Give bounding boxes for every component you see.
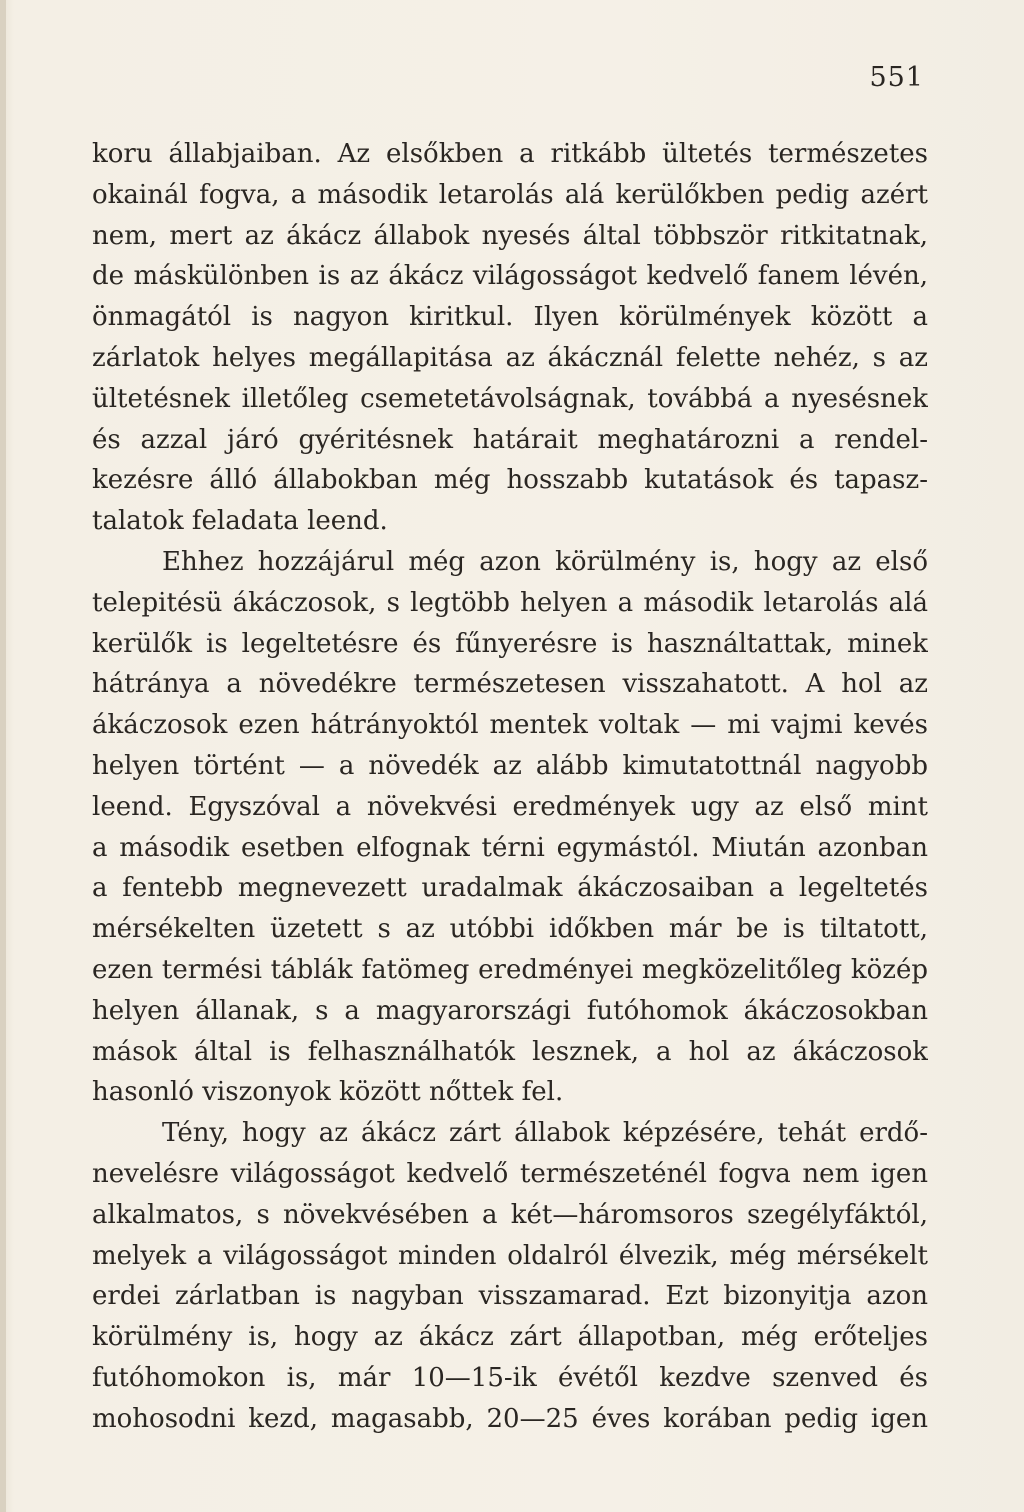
text-line: önmagától is nagyon kiritkul. Ilyen körülmények között a — [92, 302, 928, 333]
text-line: ültetésnek illetőleg csemetetávolságnak, továbbá a nyesésnek — [92, 383, 928, 414]
text-line: alkalmatos, s növekvésében a két—háromsoros szegélyfáktól, — [92, 1199, 928, 1230]
text-line: kezésre álló állabokban még hosszabb kutatások és tapasz- — [92, 465, 928, 496]
text-line: nevelésre világosságot kedvelő természeténél fogva nem igen — [92, 1158, 928, 1189]
text-line: a fentebb megnevezett uradalmak ákáczosaiban a legeltetés — [92, 873, 928, 904]
page-number: 551 — [869, 62, 924, 93]
text-line: erdei zárlatban is nagyban visszamarad. Ezt bizonyitja azon — [92, 1281, 928, 1312]
text-line: és azzal járó gyéritésnek határait meghatározni a rendel- — [92, 424, 928, 455]
text-line: futóhomokon is, már 10—15-ik évétől kezdve szenved és — [92, 1362, 928, 1393]
text-line: ezen termési táblák fatömeg eredményei megközelitőleg közép — [92, 954, 928, 985]
text-line: ákáczosok ezen hátrányoktól mentek voltak — mi vajmi kevés — [92, 710, 928, 741]
text-line: helyen állanak, s a magyarországi futóhomok ákáczosokban — [92, 995, 928, 1026]
text-line: zárlatok helyes megállapitása az ákácznál felette nehéz, s az — [92, 342, 928, 373]
text-line: hasonló viszonyok között nőttek fel. — [92, 1077, 564, 1108]
text-line: talatok feladata leend. — [92, 506, 388, 537]
text-line: Ehhez hozzájárul még azon körülmény is, hogy az első — [162, 546, 928, 577]
text-line: a második esetben elfognak térni egymástól. Miután azonban — [92, 832, 928, 863]
text-line: okainál fogva, a második letarolás alá kerülőkben pedig azért — [92, 179, 928, 210]
text-line: hátránya a növedékre természetesen visszahatott. A hol az — [92, 669, 928, 700]
text-line: nem, mert az ákácz állabok nyesés által többször ritkitatnak, — [92, 220, 928, 251]
text-line: mások által is felhasználhatók lesznek, a hol az ákáczosok — [92, 1036, 928, 1067]
text-line: Tény, hogy az ákácz zárt állabok képzésére, tehát erdő- — [162, 1118, 928, 1149]
text-line: kerülők is legeltetésre és fűnyerésre is használtattak, minek — [92, 628, 928, 659]
text-line: helyen történt — a növedék az alább kimutatottnál nagyobb — [92, 750, 928, 781]
text-line: telepitésü ákáczosok, s legtöbb helyen a második letarolás alá — [92, 587, 928, 618]
text-line: mérsékelten üzetett s az utóbbi időkben már be is tiltatott, — [92, 914, 928, 945]
text-line: de máskülönben is az ákácz világosságot kedvelő fanem lévén, — [92, 261, 928, 292]
text-line: koru állabjaiban. Az elsőkben a ritkább ültetés természetes — [92, 139, 928, 169]
page-binding-edge — [0, 0, 6, 1512]
text-line: mohosodni kezd, magasabb, 20—25 éves korában pedig igen — [92, 1403, 928, 1434]
text-line: körülmény is, hogy az ákácz zárt állapotban, még erőteljes — [92, 1322, 928, 1353]
body-text — [92, 134, 928, 1440]
text-line: leend. Egyszóval a növekvési eredmények ugy az első mint — [92, 791, 928, 822]
text-line: melyek a világosságot minden oldalról élvezik, még mérsékelt — [92, 1240, 928, 1271]
